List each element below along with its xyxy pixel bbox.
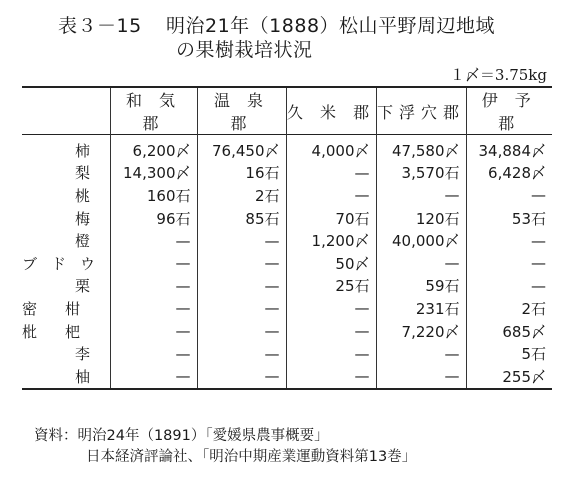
table-number: 表３－15 (58, 15, 142, 37)
table-row (22, 297, 552, 320)
row-label-cell (22, 275, 110, 298)
table-row (22, 365, 552, 389)
table-cell: — (110, 297, 197, 320)
header-corner (22, 87, 110, 135)
table-row (22, 275, 552, 298)
table-cell: — (110, 320, 197, 343)
table-cell: — (466, 184, 552, 207)
table-cell: — (197, 320, 286, 343)
table-cell: 160石 (110, 184, 197, 207)
table-cell: — (197, 297, 286, 320)
unit-note: １〆＝3.75kg (449, 66, 547, 84)
table-cell: 59石 (376, 275, 466, 298)
table-cell: 3,570石 (376, 162, 466, 185)
column-header: 温 泉 郡 (197, 87, 286, 135)
table-cell: — (286, 320, 376, 343)
table-cell: — (286, 162, 376, 185)
row-label: 枇杷 (22, 322, 109, 341)
table-row (22, 252, 552, 275)
fruit-cultivation-table (22, 86, 552, 390)
source-note (34, 426, 416, 468)
table-cell: — (197, 229, 286, 252)
row-label-cell (22, 184, 110, 207)
table-cell: 53石 (466, 207, 552, 230)
table-cell: — (466, 252, 552, 275)
row-label-cell (22, 365, 110, 389)
column-header: 久 米 郡 (286, 87, 376, 135)
table-row (22, 229, 552, 252)
table-cell: — (110, 252, 197, 275)
table-row (22, 135, 552, 162)
table-cell: 255〆 (466, 365, 552, 389)
table-cell: — (197, 365, 286, 389)
table-cell: — (466, 229, 552, 252)
table-row (22, 184, 552, 207)
table-cell: — (197, 275, 286, 298)
table-cell: 6,428〆 (466, 162, 552, 185)
title-line-1: 明治21年（1888）松山平野周辺地域 (166, 15, 496, 37)
table-cell: — (110, 342, 197, 365)
column-header: 和 気 郡 (110, 87, 197, 135)
source-line-2: 日本経済評論社、「明治中期産業運動資料第13巻」 (86, 449, 417, 465)
source-line-1: 資料：明治24年（1891）「愛媛県農事概要」 (34, 428, 329, 444)
table-cell: 85石 (197, 207, 286, 230)
row-label: ブドウ (22, 254, 110, 273)
table-cell: 1,200〆 (286, 229, 376, 252)
table-cell: — (110, 229, 197, 252)
header-row (22, 87, 552, 135)
table-cell: 5石 (466, 342, 552, 365)
row-label-cell (22, 342, 110, 365)
table-row (22, 342, 552, 365)
table-cell: 40,000〆 (376, 229, 466, 252)
row-label: 梨 (74, 164, 90, 183)
table-cell: 2石 (197, 184, 286, 207)
table-cell: 4,000〆 (286, 135, 376, 162)
table-row (22, 162, 552, 185)
title-line-2: の果樹栽培状況 (176, 39, 313, 61)
table-cell: 76,450〆 (197, 135, 286, 162)
table-cell: — (466, 275, 552, 298)
table-cell: 47,580〆 (376, 135, 466, 162)
table-row (22, 320, 552, 343)
row-label-cell (22, 320, 110, 343)
row-label: 桃 (74, 186, 90, 205)
column-header: 下浮穴郡 (376, 87, 466, 135)
table-cell: 50〆 (286, 252, 376, 275)
row-label: 密柑 (22, 299, 109, 318)
column-header: 伊 予 郡 (466, 87, 552, 135)
row-label-cell (22, 229, 110, 252)
row-label: 梅 (74, 209, 90, 228)
row-label-cell (22, 252, 110, 275)
table-cell: 70石 (286, 207, 376, 230)
row-label: 柚 (74, 367, 90, 386)
table-cell: 2石 (466, 297, 552, 320)
table-cell: — (376, 184, 466, 207)
table-body (22, 135, 552, 389)
table-cell: 120石 (376, 207, 466, 230)
table-cell: — (286, 184, 376, 207)
table-cell: — (286, 342, 376, 365)
row-label-cell (22, 207, 110, 230)
table-cell: 6,200〆 (110, 135, 197, 162)
row-label-cell (22, 162, 110, 185)
table-cell: — (286, 297, 376, 320)
table-cell: — (110, 275, 197, 298)
table-cell: 96石 (110, 207, 197, 230)
table-title (58, 14, 495, 62)
table-cell: 7,220〆 (376, 320, 466, 343)
table-cell: 16石 (197, 162, 286, 185)
table-cell: — (376, 342, 466, 365)
table-cell: — (197, 252, 286, 275)
table-cell: 25石 (286, 275, 376, 298)
row-label-cell (22, 135, 110, 162)
table-cell: — (286, 365, 376, 389)
row-label: 柿 (74, 141, 90, 160)
table-cell: — (376, 365, 466, 389)
table-cell: — (376, 252, 466, 275)
table-cell: 34,884〆 (466, 135, 552, 162)
table-cell: 14,300〆 (110, 162, 197, 185)
table-row (22, 207, 552, 230)
table-cell: 685〆 (466, 320, 552, 343)
row-label: 橙 (74, 232, 90, 251)
row-label: 栗 (74, 277, 90, 296)
table-cell: 231石 (376, 297, 466, 320)
table-cell: — (197, 342, 286, 365)
table-cell: — (110, 365, 197, 389)
row-label: 李 (74, 345, 90, 364)
row-label-cell (22, 297, 110, 320)
